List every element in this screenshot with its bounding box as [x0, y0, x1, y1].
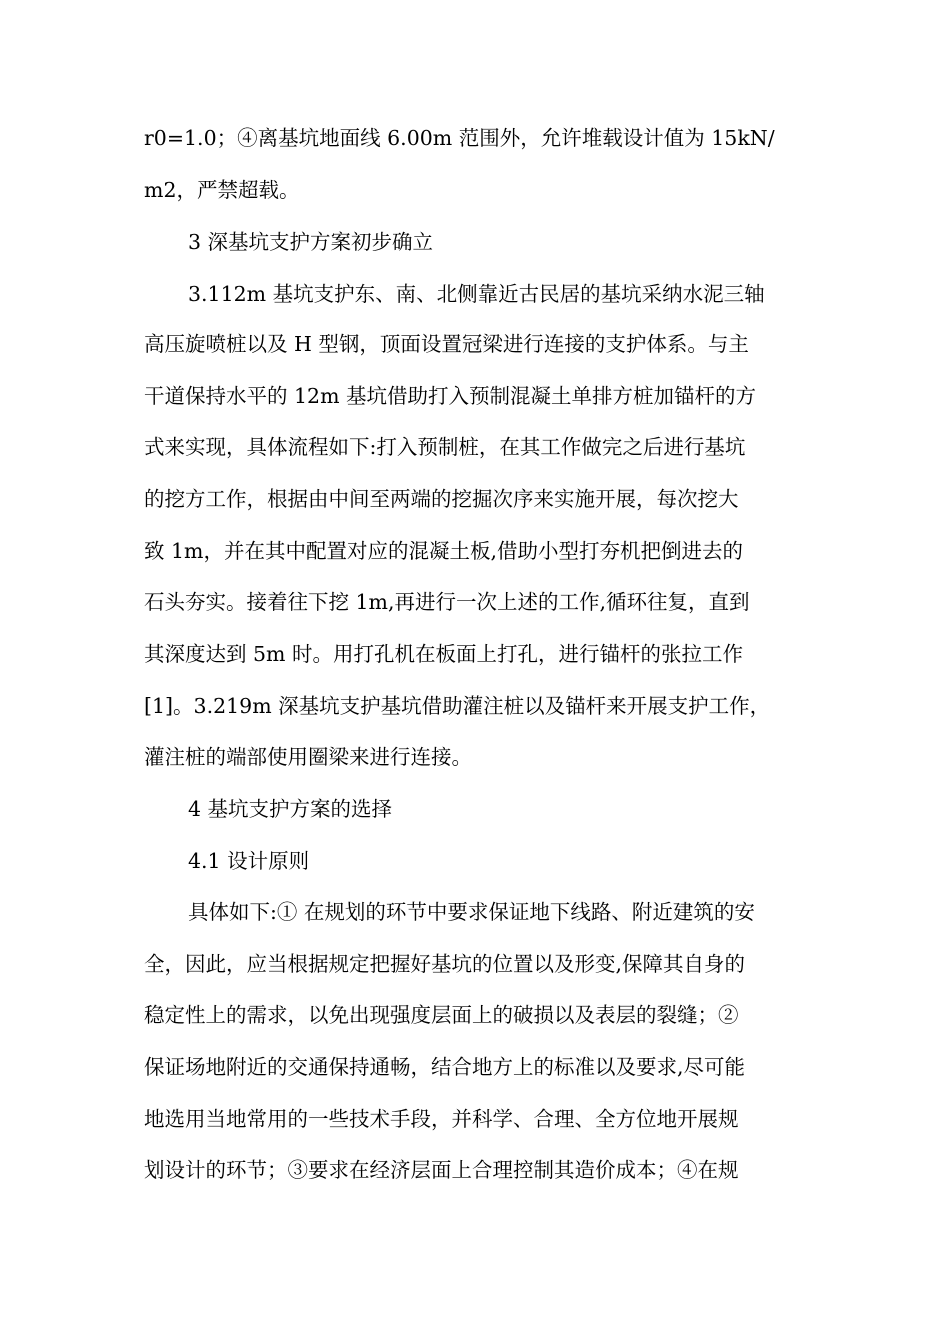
subsection-heading: 4.1 设计原则	[188, 849, 310, 873]
section-heading: 3 深基坑支护方案初步确立	[188, 230, 434, 254]
text-line: 稳定性上的需求，以免出现强度层面上的破损以及表层的裂缝；②	[144, 1003, 739, 1027]
text-line: m2，严禁超载。	[144, 178, 300, 202]
text-line: 全，因此，应当根据规定把握好基坑的位置以及形变,保障其自身的	[144, 952, 746, 976]
text-line: 的挖方工作，根据由中间至两端的挖掘次序来实施开展，每次挖大	[144, 487, 739, 511]
section-heading: 4 基坑支护方案的选择	[188, 797, 393, 821]
text-line: 石头夯实。接着往下挖 1m,再进行一次上述的工作,循环往复，直到	[144, 590, 750, 614]
text-line: 式来实现，具体流程如下:打入预制桩，在其工作做完之后进行基坑	[144, 435, 746, 459]
text-line: 灌注桩的端部使用圈梁来进行连接。	[144, 745, 472, 769]
text-line: 地选用当地常用的一些技术手段，并科学、合理、全方位地开展规	[144, 1107, 739, 1131]
paragraph-first-line: 具体如下:① 在规划的环节中要求保证地下线路、附近建筑的安	[188, 900, 755, 924]
text-line: 高压旋喷桩以及 H 型钢，顶面设置冠梁进行连接的支护体系。与主	[144, 332, 749, 356]
text-line: 划设计的环节；③要求在经济层面上合理控制其造价成本；④在规	[144, 1158, 739, 1182]
text-line: r0=1.0；④离基坑地面线 6.00m 范围外，允许堆载设计值为 15kN/	[144, 126, 775, 150]
text-line: 其深度达到 5m 时。用打孔机在板面上打孔，进行锚杆的张拉工作	[144, 642, 744, 666]
text-line: 保证场地附近的交通保持通畅，结合地方上的标准以及要求,尽可能	[144, 1055, 746, 1079]
text-line: 致 1m，并在其中配置对应的混凝土板,借助小型打夯机把倒进去的	[144, 539, 744, 563]
text-line: 干道保持水平的 12m 基坑借助打入预制混凝土单排方桩加锚杆的方	[144, 384, 757, 408]
paragraph-first-line: 3.112m 基坑支护东、南、北侧靠近古民居的基坑采纳水泥三轴	[188, 282, 765, 306]
text-line: [1]。3.219m 深基坑支护基坑借助灌注桩以及锚杆来开展支护工作，	[144, 694, 771, 718]
